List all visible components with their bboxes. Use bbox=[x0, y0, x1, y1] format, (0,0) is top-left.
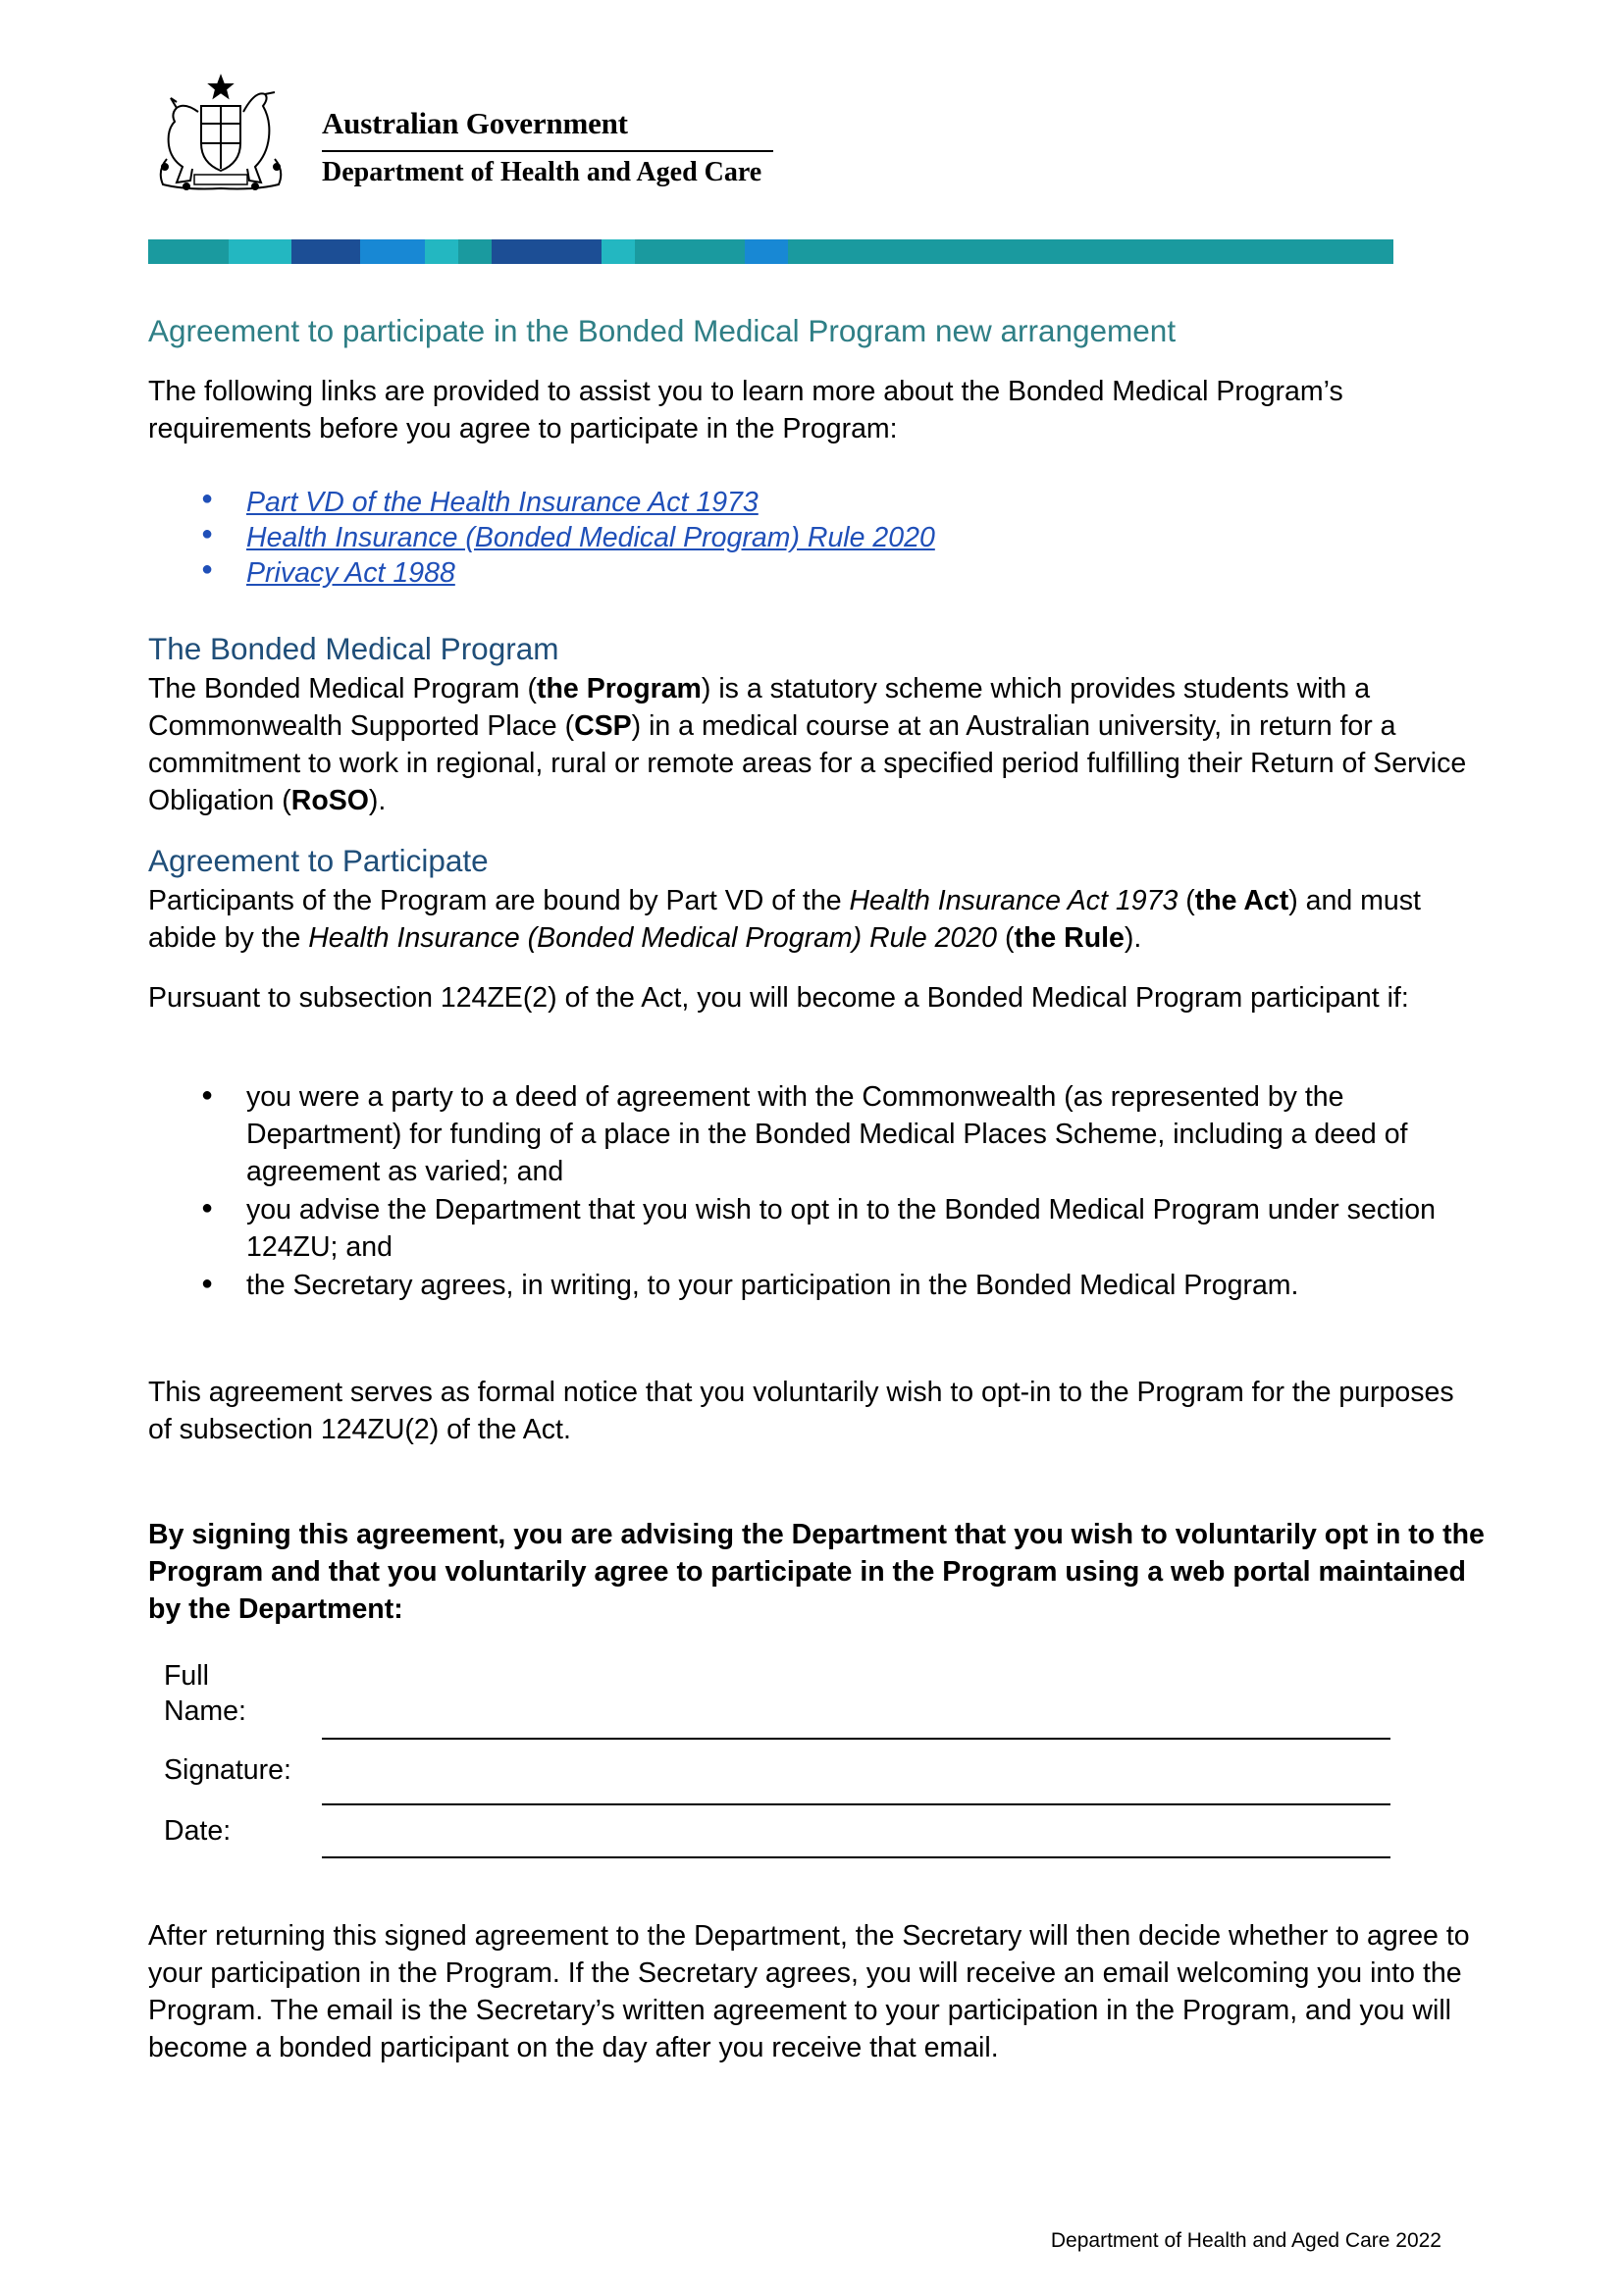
stripe-segment bbox=[745, 239, 788, 264]
brand-color-stripe bbox=[148, 239, 1393, 264]
section-heading-bonded-medical-program: The Bonded Medical Program bbox=[148, 631, 559, 666]
signature-field[interactable] bbox=[322, 1803, 1390, 1805]
stripe-segment bbox=[425, 239, 458, 264]
condition-item: the Secretary agrees, in writing, to your participation in the Bonded Medical Program. bbox=[246, 1270, 1299, 1301]
stripe-segment bbox=[458, 239, 492, 264]
link-health-insurance-act[interactable]: Part VD of the Health Insurance Act 1973 bbox=[246, 487, 759, 518]
intro-paragraph: The following links are provided to assist you to learn more about the Bonded Medical Program’s requirements before you agree to participate in the Program: bbox=[148, 376, 1343, 444]
stripe-segment bbox=[291, 239, 360, 264]
stripe-segment bbox=[492, 239, 602, 264]
bullet-icon: ● bbox=[201, 1273, 214, 1294]
closing-paragraph: After returning this signed agreement to the Department, the Secretary will then decide whether to agree to your participation in the Program. If the Secretary agrees, you will receive an email welcoming you into the Program. The email is the Secretary’s written agreement to your participation in the Program, and you will become a bonded participant on the day after you receive that email. bbox=[148, 1920, 1470, 2063]
bullet-icon: ● bbox=[201, 558, 214, 580]
document-title: Agreement to participate in the Bonded Medical Program new arrangement bbox=[148, 313, 1177, 348]
department-name: Department of Health and Aged Care bbox=[322, 157, 762, 187]
section-heading-agreement-to-participate: Agreement to Participate bbox=[148, 843, 489, 878]
full-name-label: Full Name: bbox=[164, 1660, 246, 1727]
condition-item: you advise the Department that you wish to opt in to the Bonded Medical Program under section 124ZU; and bbox=[246, 1194, 1436, 1263]
link-privacy-act[interactable]: Privacy Act 1988 bbox=[246, 557, 455, 589]
condition-item: you were a party to a deed of agreement with the Commonwealth (as represented by the Department) for funding of a place in the Bonded Medical Places Scheme, including a deed of agreement as varied; and bbox=[246, 1081, 1408, 1187]
stripe-segment bbox=[229, 239, 291, 264]
stripe-segment bbox=[360, 239, 425, 264]
participants-paragraph: Participants of the Program are bound by Part VD of the Health Insurance Act 1973 (the Act) and must abide by the Health Insurance (Bonded Medical Program) Rule 2020 (the Rule). bbox=[148, 885, 1421, 954]
page-footer: Department of Health and Aged Care 2022 bbox=[1050, 2229, 1441, 2252]
link-bonded-medical-program-rule[interactable]: Health Insurance (Bonded Medical Program) Rule 2020 bbox=[246, 522, 935, 553]
program-description: The Bonded Medical Program (the Program) is a statutory scheme which provides students with a Commonwealth Supported Place (CSP) in a medical course at an Australian university, in return for a commitment to work in regional, rural or remote areas for a specified period fulfilling their Return of Service Obligation (RoSO). bbox=[148, 673, 1467, 816]
logo-divider bbox=[322, 150, 773, 152]
date-label: Date: bbox=[164, 1815, 232, 1847]
government-name: Australian Government bbox=[322, 106, 628, 140]
stripe-segment bbox=[788, 239, 1393, 264]
stripe-segment bbox=[602, 239, 635, 264]
bullet-icon: ● bbox=[201, 488, 214, 509]
signing-statement: By signing this agreement, you are advising the Department that you wish to voluntarily opt in to the Program and that you voluntarily agree to participate in the Program using a web portal maintained by the Department: bbox=[148, 1519, 1485, 1625]
stripe-segment bbox=[635, 239, 745, 264]
formal-notice-paragraph: This agreement serves as formal notice that you voluntarily wish to opt-in to the Program for the purposes of subsection 124ZU(2) of the Act. bbox=[148, 1377, 1454, 1445]
bullet-icon: ● bbox=[201, 523, 214, 545]
full-name-field[interactable] bbox=[322, 1738, 1390, 1740]
date-field[interactable] bbox=[322, 1856, 1390, 1858]
signature-label: Signature: bbox=[164, 1754, 291, 1786]
pursuant-paragraph: Pursuant to subsection 124ZE(2) of the Act, you will become a Bonded Medical Program participant if: bbox=[148, 982, 1409, 1014]
coat-of-arms-icon bbox=[147, 73, 294, 196]
bullet-icon: ● bbox=[201, 1197, 214, 1219]
bullet-icon: ● bbox=[201, 1084, 214, 1106]
stripe-segment bbox=[148, 239, 229, 264]
